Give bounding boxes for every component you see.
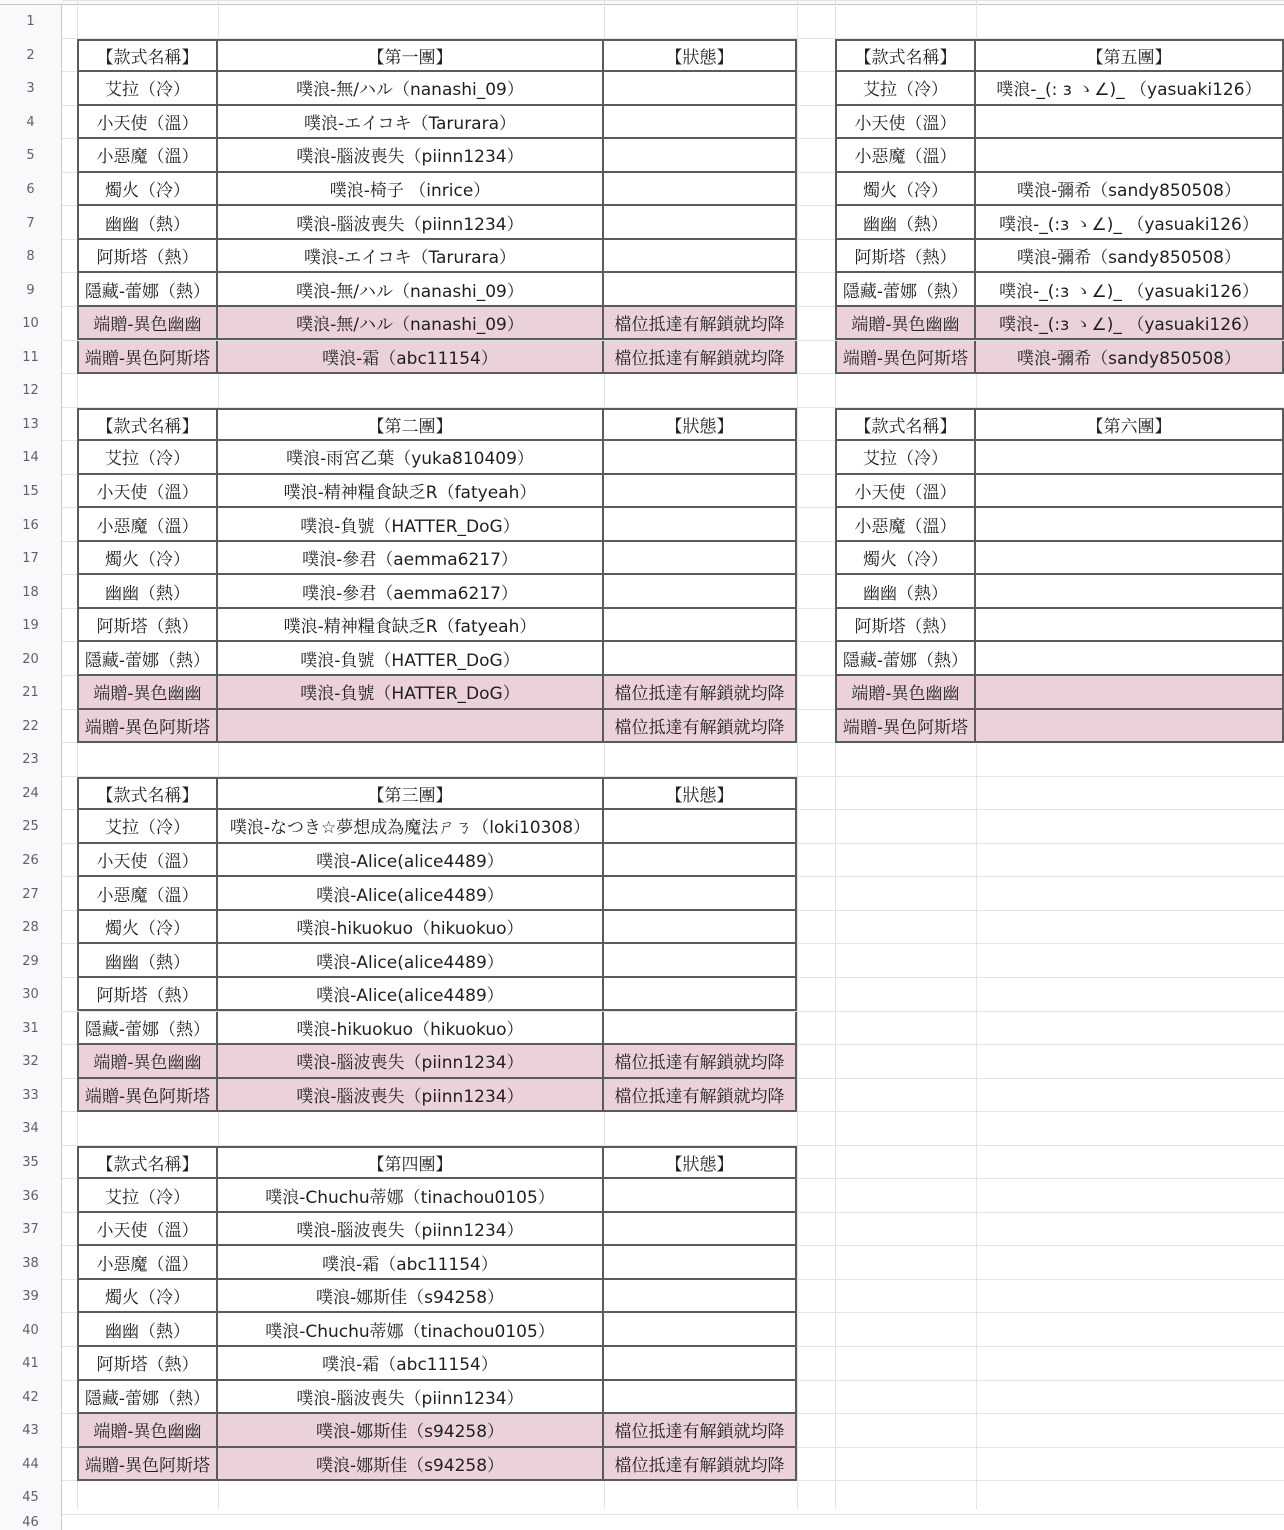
status-cell[interactable] — [604, 240, 797, 274]
assignee-cell[interactable]: 噗浪-腦波喪失（piinn1234） — [218, 206, 604, 240]
group-header-cell[interactable]: 【款式名稱】 — [77, 408, 218, 442]
style-name-cell[interactable]: 阿斯塔（熱） — [77, 1347, 218, 1381]
style-name-cell[interactable]: 幽幽（熱） — [77, 1313, 218, 1347]
assignee-cell[interactable]: 噗浪-精神糧食缺乏R（fatyeah） — [218, 475, 604, 509]
style-name-cell[interactable]: 燭火（冷） — [835, 173, 976, 207]
style-name-cell[interactable]: 小天使（溫） — [77, 475, 218, 509]
assignee-cell[interactable]: 噗浪-無/ハル（nanashi_09） — [218, 273, 604, 307]
status-cell[interactable]: 檔位抵達有解鎖就均降 — [604, 1414, 797, 1448]
group-header-cell[interactable]: 【狀態】 — [604, 777, 797, 811]
style-name-cell[interactable]: 燭火（冷） — [77, 173, 218, 207]
assignee-cell[interactable]: 噗浪-霜（abc11154） — [218, 341, 604, 375]
row-header-26[interactable]: 26 — [0, 844, 62, 878]
assignee-cell[interactable] — [976, 542, 1284, 576]
style-name-cell[interactable]: 幽幽（熱） — [77, 206, 218, 240]
style-name-cell[interactable]: 端贈-異色阿斯塔 — [77, 341, 218, 375]
assignee-cell[interactable] — [976, 475, 1284, 509]
status-cell[interactable] — [604, 72, 797, 106]
assignee-cell[interactable]: 噗浪-參君（aemma6217） — [218, 575, 604, 609]
assignee-cell[interactable]: 噗浪-雨宮乙葉（yuka810409） — [218, 441, 604, 475]
style-name-cell[interactable]: 燭火（冷） — [77, 1280, 218, 1314]
status-cell[interactable] — [604, 1246, 797, 1280]
assignee-cell[interactable]: 噗浪-腦波喪失（piinn1234） — [218, 1213, 604, 1247]
style-name-cell[interactable]: 小惡魔（溫） — [77, 508, 218, 542]
style-name-cell[interactable]: 幽幽（熱） — [835, 575, 976, 609]
row-header-4[interactable]: 4 — [0, 106, 62, 140]
assignee-cell[interactable]: 噗浪-霜（abc11154） — [218, 1246, 604, 1280]
row-header-12[interactable]: 12 — [0, 374, 62, 408]
assignee-cell[interactable]: 噗浪-Chuchu蒂娜（tinachou0105） — [218, 1313, 604, 1347]
assignee-cell[interactable]: 噗浪-腦波喪失（piinn1234） — [218, 1381, 604, 1415]
style-name-cell[interactable]: 小惡魔（溫） — [835, 139, 976, 173]
row-header-31[interactable]: 31 — [0, 1012, 62, 1046]
style-name-cell[interactable]: 端贈-異色阿斯塔 — [77, 710, 218, 744]
assignee-cell[interactable] — [976, 710, 1284, 744]
row-header-29[interactable]: 29 — [0, 944, 62, 978]
row-header-9[interactable]: 9 — [0, 273, 62, 307]
style-name-cell[interactable]: 艾拉（冷） — [77, 72, 218, 106]
status-cell[interactable] — [604, 173, 797, 207]
group-header-cell[interactable]: 【款式名稱】 — [77, 39, 218, 73]
row-header-23[interactable]: 23 — [0, 743, 62, 777]
status-cell[interactable] — [604, 1179, 797, 1213]
status-cell[interactable] — [604, 206, 797, 240]
row-header-34[interactable]: 34 — [0, 1112, 62, 1146]
row-header-13[interactable]: 13 — [0, 408, 62, 442]
status-cell[interactable]: 檔位抵達有解鎖就均降 — [604, 1079, 797, 1113]
assignee-cell[interactable]: 噗浪-Alice(alice4489） — [218, 877, 604, 911]
assignee-cell[interactable]: 噗浪-腦波喪失（piinn1234） — [218, 1045, 604, 1079]
style-name-cell[interactable]: 艾拉（冷） — [77, 1179, 218, 1213]
status-cell[interactable]: 檔位抵達有解鎖就均降 — [604, 1045, 797, 1079]
row-header-2[interactable]: 2 — [0, 39, 62, 73]
assignee-cell[interactable]: 噗浪-Chuchu蒂娜（tinachou0105） — [218, 1179, 604, 1213]
status-cell[interactable] — [604, 475, 797, 509]
style-name-cell[interactable]: 小天使（溫） — [77, 844, 218, 878]
row-header-6[interactable]: 6 — [0, 173, 62, 207]
style-name-cell[interactable]: 燭火（冷） — [835, 542, 976, 576]
row-header-44[interactable]: 44 — [0, 1448, 62, 1482]
assignee-cell[interactable]: 噗浪-_(:з ゝ∠)_ （yasuaki126） — [976, 206, 1284, 240]
row-header-5[interactable]: 5 — [0, 139, 62, 173]
style-name-cell[interactable]: 隱藏-蕾娜（熱） — [77, 273, 218, 307]
group-header-cell[interactable]: 【款式名稱】 — [835, 39, 976, 73]
status-cell[interactable] — [604, 1213, 797, 1247]
style-name-cell[interactable]: 阿斯塔（熱） — [77, 609, 218, 643]
row-header-17[interactable]: 17 — [0, 542, 62, 576]
row-header-7[interactable]: 7 — [0, 206, 62, 240]
style-name-cell[interactable]: 小惡魔（溫） — [77, 139, 218, 173]
assignee-cell[interactable]: 噗浪-なつき☆夢想成為魔法ㄕㄋ（loki10308） — [218, 810, 604, 844]
style-name-cell[interactable]: 幽幽（熱） — [77, 575, 218, 609]
style-name-cell[interactable]: 小惡魔（溫） — [77, 877, 218, 911]
style-name-cell[interactable]: 燭火（冷） — [77, 911, 218, 945]
status-cell[interactable] — [604, 1347, 797, 1381]
assignee-cell[interactable]: 噗浪-彌希（sandy850508） — [976, 173, 1284, 207]
style-name-cell[interactable]: 端贈-異色阿斯塔 — [835, 710, 976, 744]
assignee-cell[interactable]: 噗浪-エイコキ（Tarurara） — [218, 106, 604, 140]
row-gridline — [62, 0, 1284, 1]
row-header-28[interactable]: 28 — [0, 911, 62, 945]
style-name-cell[interactable]: 阿斯塔（熱） — [77, 978, 218, 1012]
style-name-cell[interactable]: 端贈-異色幽幽 — [835, 676, 976, 710]
status-cell[interactable]: 檔位抵達有解鎖就均降 — [604, 1448, 797, 1482]
row-header-21[interactable]: 21 — [0, 676, 62, 710]
column-gridline — [797, 0, 798, 1509]
assignee-cell[interactable]: 噗浪-娜斯佳（s94258） — [218, 1448, 604, 1482]
group-header-cell[interactable]: 【第六團】 — [976, 408, 1284, 442]
status-cell[interactable]: 檔位抵達有解鎖就均降 — [604, 307, 797, 341]
status-cell[interactable] — [604, 508, 797, 542]
group-header-cell[interactable]: 【第四團】 — [218, 1146, 604, 1180]
style-name-cell[interactable]: 小天使（溫） — [835, 106, 976, 140]
assignee-cell[interactable]: 噗浪-參君（aemma6217） — [218, 542, 604, 576]
row-header-24[interactable]: 24 — [0, 777, 62, 811]
group-header-cell[interactable]: 【第二團】 — [218, 408, 604, 442]
status-cell[interactable] — [604, 106, 797, 140]
assignee-cell[interactable]: 噗浪-椅子 （inrice） — [218, 173, 604, 207]
status-cell[interactable] — [604, 844, 797, 878]
assignee-cell[interactable]: 噗浪-霜（abc11154） — [218, 1347, 604, 1381]
assignee-cell[interactable] — [976, 676, 1284, 710]
style-name-cell[interactable]: 隱藏-蕾娜（熱） — [77, 642, 218, 676]
style-name-cell[interactable]: 阿斯塔（熱） — [835, 240, 976, 274]
status-cell[interactable] — [604, 609, 797, 643]
style-name-cell[interactable]: 幽幽（熱） — [835, 206, 976, 240]
assignee-cell[interactable] — [218, 710, 604, 744]
assignee-cell[interactable]: 噗浪-hikuokuo（hikuokuo） — [218, 911, 604, 945]
status-cell[interactable] — [604, 575, 797, 609]
assignee-cell[interactable]: 噗浪-負號（HATTER_DoG） — [218, 508, 604, 542]
row-header-33[interactable]: 33 — [0, 1079, 62, 1113]
assignee-cell[interactable] — [976, 508, 1284, 542]
style-name-cell[interactable]: 幽幽（熱） — [77, 944, 218, 978]
style-name-cell[interactable]: 燭火（冷） — [77, 542, 218, 576]
status-cell[interactable]: 檔位抵達有解鎖就均降 — [604, 341, 797, 375]
row-header-27[interactable]: 27 — [0, 877, 62, 911]
row-header-37[interactable]: 37 — [0, 1213, 62, 1247]
status-cell[interactable] — [604, 441, 797, 475]
style-name-cell[interactable]: 艾拉（冷） — [77, 810, 218, 844]
group-header-cell[interactable]: 【狀態】 — [604, 408, 797, 442]
status-cell[interactable] — [604, 1280, 797, 1314]
group-header-cell[interactable]: 【第五團】 — [976, 39, 1284, 73]
style-name-cell[interactable]: 小惡魔（溫） — [835, 508, 976, 542]
group-header-cell[interactable]: 【款式名稱】 — [77, 777, 218, 811]
status-cell[interactable] — [604, 273, 797, 307]
assignee-cell[interactable]: 噗浪-Alice(alice4489） — [218, 978, 604, 1012]
style-name-cell[interactable]: 艾拉（冷） — [77, 441, 218, 475]
row-header-22[interactable]: 22 — [0, 710, 62, 744]
row-header-19[interactable]: 19 — [0, 609, 62, 643]
row-header-11[interactable]: 11 — [0, 341, 62, 375]
row-header-38[interactable]: 38 — [0, 1246, 62, 1280]
style-name-cell[interactable]: 隱藏-蕾娜（熱） — [835, 642, 976, 676]
assignee-cell[interactable]: 噗浪-Alice(alice4489） — [218, 844, 604, 878]
row-header-43[interactable]: 43 — [0, 1414, 62, 1448]
style-name-cell[interactable]: 端贈-異色阿斯塔 — [835, 341, 976, 375]
assignee-cell[interactable]: 噗浪-負號（HATTER_DoG） — [218, 642, 604, 676]
style-name-cell[interactable]: 阿斯塔（熱） — [77, 240, 218, 274]
assignee-cell[interactable]: 噗浪-腦波喪失（piinn1234） — [218, 139, 604, 173]
assignee-cell[interactable]: 噗浪-娜斯佳（s94258） — [218, 1414, 604, 1448]
style-name-cell[interactable]: 隱藏-蕾娜（熱） — [835, 273, 976, 307]
style-name-cell[interactable]: 阿斯塔（熱） — [835, 609, 976, 643]
group-header-cell[interactable]: 【第一團】 — [218, 39, 604, 73]
row-header-46[interactable]: 46 — [0, 1515, 62, 1530]
row-header-40[interactable]: 40 — [0, 1313, 62, 1347]
assignee-cell[interactable] — [976, 642, 1284, 676]
assignee-cell[interactable]: 噗浪-無/ハル（nanashi_09） — [218, 307, 604, 341]
status-cell[interactable] — [604, 810, 797, 844]
row-header-25[interactable]: 25 — [0, 810, 62, 844]
status-cell[interactable] — [604, 139, 797, 173]
row-header-18[interactable]: 18 — [0, 575, 62, 609]
assignee-cell[interactable]: 噗浪-負號（HATTER_DoG） — [218, 676, 604, 710]
style-name-cell[interactable]: 端贈-異色阿斯塔 — [77, 1079, 218, 1113]
row-header-32[interactable]: 32 — [0, 1045, 62, 1079]
assignee-cell[interactable]: 噗浪-Alice(alice4489） — [218, 944, 604, 978]
row-header-41[interactable]: 41 — [0, 1347, 62, 1381]
row-header-39[interactable]: 39 — [0, 1280, 62, 1314]
assignee-cell[interactable]: 噗浪-彌希（sandy850508） — [976, 341, 1284, 375]
row-header-3[interactable]: 3 — [0, 72, 62, 106]
style-name-cell[interactable]: 端贈-異色幽幽 — [77, 1045, 218, 1079]
row-header-15[interactable]: 15 — [0, 475, 62, 509]
assignee-cell[interactable]: 噗浪-娜斯佳（s94258） — [218, 1280, 604, 1314]
style-name-cell[interactable]: 小天使（溫） — [835, 475, 976, 509]
status-cell[interactable] — [604, 911, 797, 945]
row-header-45[interactable]: 45 — [0, 1481, 62, 1515]
status-cell[interactable] — [604, 877, 797, 911]
assignee-cell[interactable]: 噗浪-エイコキ（Tarurara） — [218, 240, 604, 274]
assignee-cell[interactable] — [976, 139, 1284, 173]
row-header-20[interactable]: 20 — [0, 642, 62, 676]
assignee-cell[interactable]: 噗浪-hikuokuo（hikuokuo） — [218, 1012, 604, 1046]
status-cell[interactable] — [604, 1313, 797, 1347]
assignee-cell[interactable]: 噗浪-_(:з ゝ∠)_ （yasuaki126） — [976, 273, 1284, 307]
assignee-cell[interactable]: 噗浪-無/ハル（nanashi_09） — [218, 72, 604, 106]
style-name-cell[interactable]: 小天使（溫） — [77, 106, 218, 140]
group-header-cell[interactable]: 【狀態】 — [604, 1146, 797, 1180]
assignee-cell[interactable]: 噗浪-腦波喪失（piinn1234） — [218, 1079, 604, 1113]
assignee-cell[interactable] — [976, 575, 1284, 609]
style-name-cell[interactable]: 艾拉（冷） — [835, 72, 976, 106]
assignee-cell[interactable]: 噗浪-精神糧食缺乏R（fatyeah） — [218, 609, 604, 643]
status-cell[interactable] — [604, 1012, 797, 1046]
assignee-cell[interactable]: 噗浪-_(:з ゝ∠)_ （yasuaki126） — [976, 307, 1284, 341]
status-cell[interactable] — [604, 944, 797, 978]
row-header-10[interactable]: 10 — [0, 307, 62, 341]
status-cell[interactable]: 檔位抵達有解鎖就均降 — [604, 676, 797, 710]
style-name-cell[interactable]: 端贈-異色阿斯塔 — [77, 1448, 218, 1482]
status-cell[interactable] — [604, 1381, 797, 1415]
group-header-cell[interactable]: 【狀態】 — [604, 39, 797, 73]
group-header-cell[interactable]: 【第三團】 — [218, 777, 604, 811]
row-header-30[interactable]: 30 — [0, 978, 62, 1012]
status-cell[interactable] — [604, 978, 797, 1012]
row-header-14[interactable]: 14 — [0, 441, 62, 475]
style-name-cell[interactable]: 小惡魔（溫） — [77, 1246, 218, 1280]
assignee-cell[interactable] — [976, 609, 1284, 643]
row-header-42[interactable]: 42 — [0, 1381, 62, 1415]
style-name-cell[interactable]: 隱藏-蕾娜（熱） — [77, 1381, 218, 1415]
style-name-cell[interactable]: 小天使（溫） — [77, 1213, 218, 1247]
style-name-cell[interactable]: 艾拉（冷） — [835, 441, 976, 475]
assignee-cell[interactable] — [976, 441, 1284, 475]
row-header-8[interactable]: 8 — [0, 240, 62, 274]
style-name-cell[interactable]: 端贈-異色幽幽 — [835, 307, 976, 341]
status-cell[interactable]: 檔位抵達有解鎖就均降 — [604, 710, 797, 744]
style-name-cell[interactable]: 端贈-異色幽幽 — [77, 676, 218, 710]
style-name-cell[interactable]: 隱藏-蕾娜（熱） — [77, 1012, 218, 1046]
group-header-cell[interactable]: 【款式名稱】 — [835, 408, 976, 442]
row-header-36[interactable]: 36 — [0, 1179, 62, 1213]
style-name-cell[interactable]: 端贈-異色幽幽 — [77, 307, 218, 341]
assignee-cell[interactable] — [976, 106, 1284, 140]
group-header-cell[interactable]: 【款式名稱】 — [77, 1146, 218, 1180]
style-name-cell[interactable]: 端贈-異色幽幽 — [77, 1414, 218, 1448]
assignee-cell[interactable]: 噗浪-彌希（sandy850508） — [976, 240, 1284, 274]
row-header-16[interactable]: 16 — [0, 508, 62, 542]
status-cell[interactable] — [604, 642, 797, 676]
row-header-35[interactable]: 35 — [0, 1146, 62, 1180]
row-gridline — [62, 1514, 1284, 1515]
row-header-1[interactable]: 1 — [0, 5, 62, 39]
assignee-cell[interactable]: 噗浪-_(: з ゝ∠)_ （yasuaki126） — [976, 72, 1284, 106]
status-cell[interactable] — [604, 542, 797, 576]
